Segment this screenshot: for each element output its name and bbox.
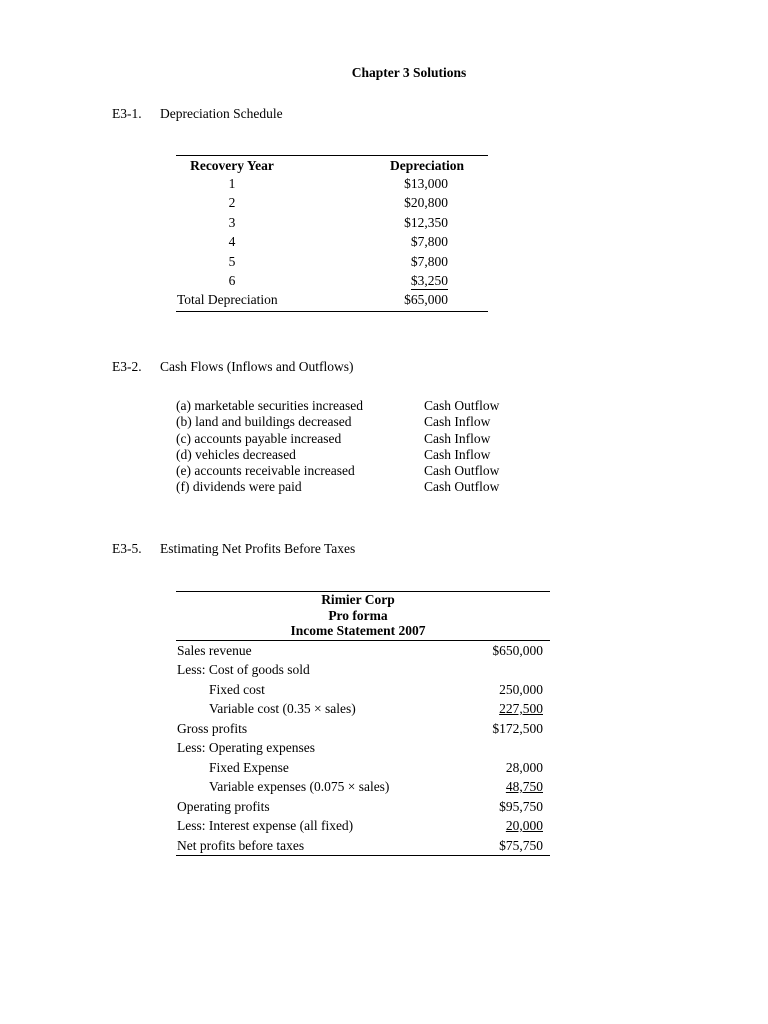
total-label: Total Depreciation — [177, 292, 278, 308]
year-cell: 2 — [228, 195, 236, 211]
table-row — [176, 719, 550, 739]
flow-type: Cash Outflow — [424, 463, 500, 479]
table-row — [176, 215, 488, 234]
table-header — [176, 155, 488, 176]
year-cell: 5 — [228, 253, 236, 269]
table-row — [176, 777, 550, 797]
income-statement — [176, 591, 550, 856]
line-label: Less: Interest expense (all fixed) — [177, 818, 354, 833]
line-label: Net profits before taxes — [177, 837, 305, 853]
item-text: (a) marketable securities increased — [176, 398, 364, 413]
list-item — [176, 398, 536, 414]
amount-cell: $12,350 — [404, 214, 448, 230]
amount-cell: $13,000 — [404, 176, 448, 191]
line-amount: 28,000 — [505, 759, 543, 775]
exercise-label-e35: E3-5. — [112, 541, 142, 556]
table-row — [176, 758, 550, 778]
line-amount: 227,500 — [499, 701, 543, 716]
table-row — [176, 738, 550, 758]
line-label: Operating profits — [177, 798, 270, 814]
table-row — [176, 234, 488, 253]
table-row — [176, 836, 550, 857]
depreciation-table — [176, 155, 488, 312]
list-item — [176, 463, 536, 479]
income-statement-header — [176, 592, 550, 641]
table-row — [176, 195, 488, 214]
table-row — [176, 797, 550, 817]
item-text: (e) accounts receivable increased — [176, 463, 355, 479]
amount-cell: $7,800 — [410, 234, 448, 250]
line-label: Fixed cost — [209, 681, 265, 697]
cash-flow-list — [176, 398, 536, 496]
line-amount: $172,500 — [492, 720, 543, 736]
exercise-title-e32: Cash Flows (Inflows and Outflows) — [160, 359, 354, 374]
list-item — [176, 479, 536, 495]
year-cell: 4 — [228, 234, 236, 250]
item-text: (b) land and buildings decreased — [176, 414, 352, 430]
list-item — [176, 447, 536, 463]
line-label: Fixed Expense — [209, 759, 289, 775]
exercise-title-e31: Depreciation Schedule — [160, 106, 283, 121]
year-cell: 3 — [228, 214, 236, 230]
line-label: Sales revenue — [177, 642, 252, 658]
item-text: (c) accounts payable increased — [176, 430, 342, 446]
line-amount: 250,000 — [499, 681, 543, 697]
line-label: Less: Operating expenses — [177, 740, 315, 755]
line-amount: 48,750 — [505, 779, 543, 794]
line-label: Variable expenses (0.075 × sales) — [209, 779, 390, 794]
flow-type: Cash Inflow — [424, 414, 491, 430]
table-row — [176, 176, 488, 195]
total-amount: $65,000 — [404, 292, 448, 308]
flow-type: Cash Outflow — [424, 479, 500, 495]
table-row — [176, 254, 488, 273]
line-label: Less: Cost of goods sold — [177, 662, 310, 677]
year-cell: 6 — [228, 272, 236, 288]
year-cell: 1 — [228, 176, 236, 191]
table-row — [176, 816, 550, 836]
item-text: (f) dividends were paid — [176, 479, 302, 495]
amount-cell: $7,800 — [410, 253, 448, 269]
line-amount: 20,000 — [505, 818, 543, 833]
flow-type: Cash Outflow — [424, 398, 500, 413]
table-row — [176, 680, 550, 700]
list-item — [176, 431, 536, 447]
line-amount: $650,000 — [492, 642, 543, 658]
line-label: Gross profits — [177, 720, 248, 736]
table-row — [176, 273, 488, 292]
column-header-recovery-year: Recovery Year — [190, 158, 274, 173]
total-row — [176, 292, 488, 312]
table-row — [176, 641, 550, 661]
line-amount: $75,750 — [499, 837, 543, 853]
table-row — [176, 660, 550, 680]
item-text: (d) vehicles decreased — [176, 446, 296, 462]
exercise-label-e31: E3-1. — [112, 106, 142, 121]
line-label: Variable cost (0.35 × sales) — [209, 701, 356, 716]
exercise-title-e35: Estimating Net Profits Before Taxes — [160, 541, 356, 556]
amount-cell: $20,800 — [404, 195, 448, 211]
exercise-label-e32: E3-2. — [112, 359, 142, 374]
statement-type: Pro forma — [328, 607, 388, 623]
amount-cell: $3,250 — [410, 272, 448, 288]
flow-type: Cash Inflow — [424, 430, 491, 446]
page-title: Chapter 3 Solutions — [351, 65, 467, 80]
column-header-depreciation: Depreciation — [390, 158, 464, 173]
statement-title: Income Statement 2007 — [290, 623, 426, 638]
table-row — [176, 699, 550, 719]
company-name: Rimier Corp — [321, 592, 395, 607]
list-item — [176, 414, 536, 430]
flow-type: Cash Inflow — [424, 446, 491, 462]
line-amount: $95,750 — [499, 798, 543, 814]
